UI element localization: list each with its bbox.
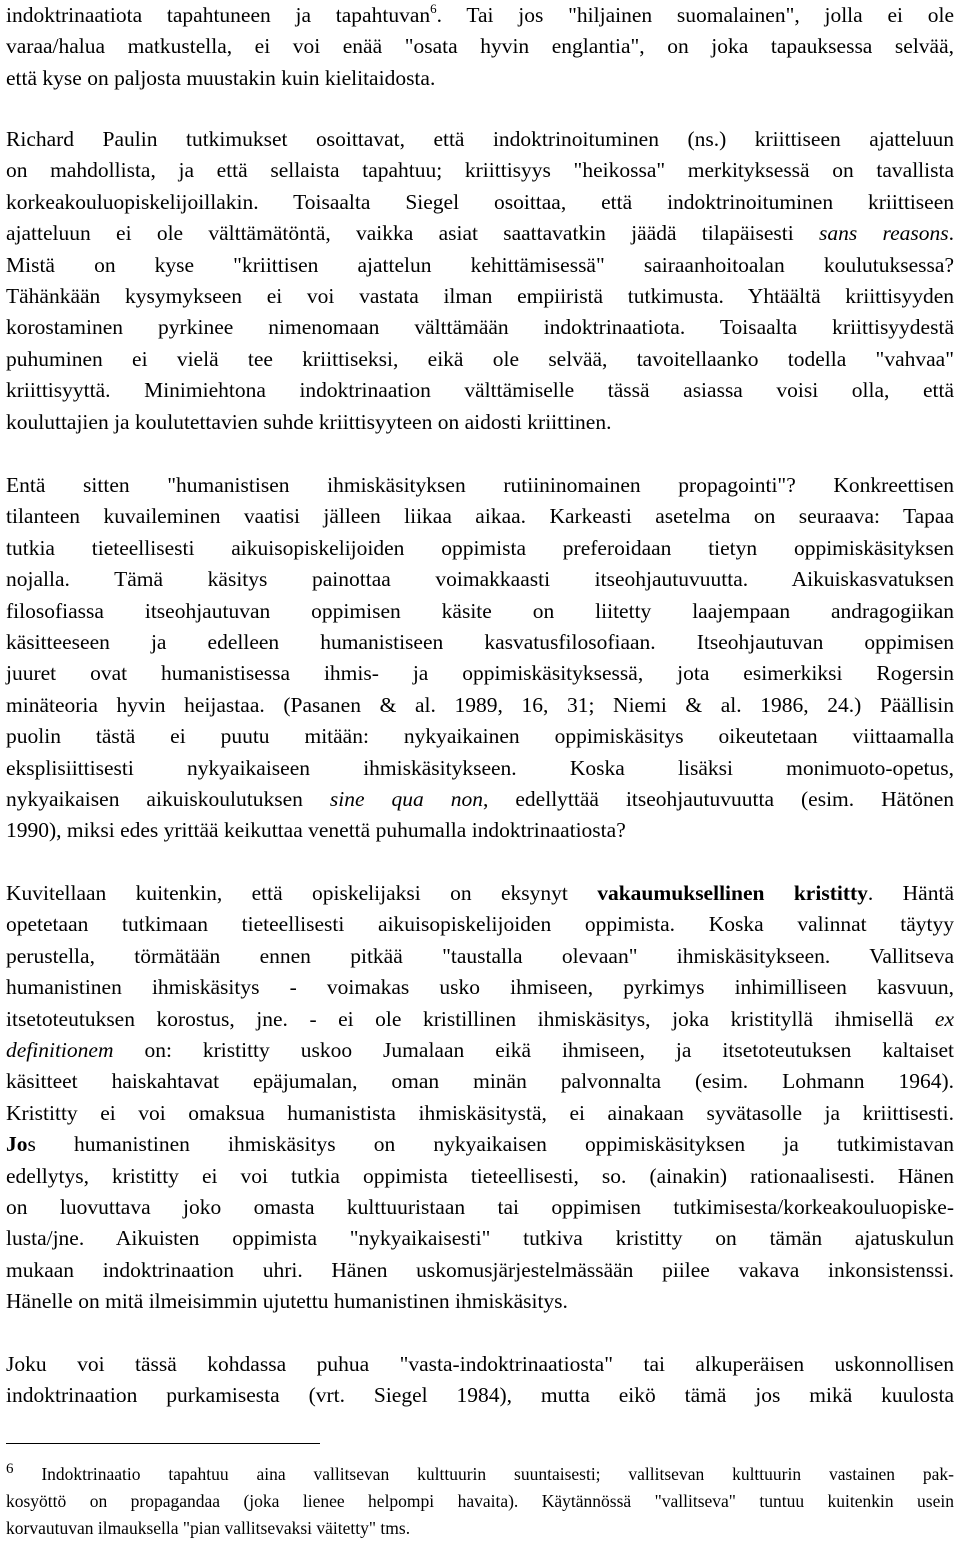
text-line: mukaan indoktrinaation uhri. Hänen uskomusjärjestelmässään piilee vakava inkonsistenssi. bbox=[6, 1257, 954, 1282]
text-line: opetetaan tutkimaan tieteellisesti aikuisopiskelijoiden oppimista. Koska valinnat täytyy bbox=[6, 912, 954, 937]
text-line: puhuminen ei vielä tee kriittiseksi, eikä ole selvää, tavoitellaanko todella "vahvaa" bbox=[6, 346, 954, 371]
italic-phrase: definitionem bbox=[6, 1038, 114, 1063]
text-line: nykyaikaisen aikuiskoulutuksen sine qua non, edellyttää itseohjautuvuutta (esim. Hätönen bbox=[6, 787, 954, 812]
bold-phrase: vakaumuksellinen kristitty bbox=[597, 881, 868, 905]
text-line: 1990), miksi edes yrittää keikuttaa venettä puhumalla indoktrinaatiosta? bbox=[6, 818, 626, 843]
text-line: definitionem on: kristitty uskoo Jumalaan eikä ihmiseen, ja itsetoteutuksen kaltaiset bbox=[6, 1038, 954, 1063]
footnote-separator bbox=[6, 1443, 320, 1444]
text-line: on mahdollista, ja että sellaista tapahtuu; kriittisyys "heikossa" merkityksessä on tavallista bbox=[6, 158, 954, 183]
text-line: käsitteet haiskahtavat epäjumalan, oman minän palvonnalta (esim. Lohmann 1964). bbox=[6, 1069, 954, 1094]
text-line: tilanteen kuvaileminen vaatisi jälleen liikaa aikaa. Karkeasti asetelma on seuraava: Tapaa bbox=[6, 504, 954, 529]
text-line: on luovuttava joko omasta kulttuuristaan tai oppimisen tutkimisesta/korkeakouluopiske- bbox=[6, 1195, 954, 1220]
paragraph-2 bbox=[6, 124, 954, 438]
text-line: Entä sitten "humanistisen ihmiskäsityksen rutiininomainen propagointi"? Konkreettisen bbox=[6, 473, 954, 497]
text-line: minäteoria hyvin heijastaa. (Pasanen & al. 1989, 16, 31; Niemi & al. 1986, 24.) Päällisin bbox=[6, 692, 954, 717]
italic-phrase: ex bbox=[934, 1006, 954, 1031]
text-line: kouluttajien ja koulutettavien suhde kriittisyyteen on aidosti kriittinen. bbox=[6, 409, 612, 434]
footnote-line: kosyöttö on propagandaa (joka lienee helpompi havaita). Käytännössä "vallitseva" tuntuu kuitenkin usein bbox=[6, 1491, 954, 1511]
paragraph-5 bbox=[6, 1349, 954, 1412]
text-line: että kyse on paljosta muustakin kuin kielitaidosta. bbox=[6, 65, 436, 90]
text-line: Mistä on kyse "kriittisen ajattelun kehittämisessä" sairaanhoitoalan koulutuksessa? bbox=[6, 252, 954, 277]
text-line: Jos humanistinen ihmiskäsitys on nykyaikaisen oppimiskäsityksen ja tutkimistavan bbox=[6, 1132, 954, 1157]
text-line: tutkia tieteellisesti aikuisopiskelijoiden oppimista preferoidaan tietyn oppimiskäsityksen bbox=[6, 535, 954, 560]
text-line: lusta/jne. Aikuisten oppimista "nykyaikaisesti" tutkiva kristitty on tämän ajatuskulun bbox=[6, 1226, 954, 1251]
paragraph-3 bbox=[6, 470, 954, 847]
italic-phrase: sans reasons bbox=[819, 221, 949, 246]
text-line: Kristitty ei voi omaksua humanistista ihmiskäsitystä, ei ainakaan syvätasolle ja kriittisesti. bbox=[6, 1100, 954, 1125]
text-line: eksplisiittisesti nykyaikaiseen ihmiskäsitykseen. Koska lisäksi monimuoto-opetus, bbox=[6, 755, 954, 780]
italic-phrase: sine qua non bbox=[329, 787, 484, 812]
text-line: Richard Paulin tutkimukset osoittavat, että indoktrinoituminen (ns.) kriittiseen ajatteluun bbox=[6, 127, 954, 151]
text-line: Tähänkään kysymykseen ei voi vastata ilman empiiristä tutkimusta. Yhtäältä kriittisyyden bbox=[6, 284, 954, 309]
text-line: juuret ovat humanistisessa ihmis- ja oppimiskäsityksessä, jota esimerkiksi Rogersin bbox=[6, 661, 954, 686]
footnote bbox=[6, 1461, 954, 1542]
text-line: varaa/halua matkustella, ei voi enää "osata hyvin englantia", on joka tapauksessa selvää, bbox=[6, 34, 954, 59]
text-line: puolin tästä ei puutu mitään: nykyaikainen oppimiskäsitys oikeutetaan viittaamalla bbox=[6, 724, 954, 749]
text-line: Kuvitellaan kuitenkin, että opiskelijaksi on eksynyt vakaumuksellinen kristitty. Häntä bbox=[6, 881, 954, 905]
paragraph-1 bbox=[6, 0, 954, 94]
text-line: käsitteeseen ja edelleen humanistiseen kasvatusfilosofiaan. Itseohjautuvan oppimisen bbox=[6, 630, 954, 655]
bold-phrase: Jo bbox=[6, 1132, 28, 1157]
footnote-line: $^6$ Indoktrinaatio tapahtuu aina vallitsevan kulttuurin suuntaisesti; vallitsevan kulttuurin vastainen pak- bbox=[6, 1461, 954, 1484]
footnote-number: 6 bbox=[6, 1461, 14, 1477]
text-line: perustella, törmätään ennen pitkää "taustalla olevaan" ihmiskäsitykseen. Vallitseva bbox=[6, 943, 954, 968]
text-line: indoktrinaation purkamisesta (vrt. Siegel 1984), mutta eikö tämä jos mikä kuulosta bbox=[6, 1383, 954, 1408]
text-line: Joku voi tässä kohdassa puhua "vasta-indoktrinaatiosta" tai alkuperäisen uskonnollisen bbox=[6, 1352, 954, 1376]
text-line: nojalla. Tämä käsitys painottaa voimakkaasti itseohjautuvuutta. Aikuiskasvatuksen bbox=[6, 567, 954, 592]
footnote-reference[interactable]: 6 bbox=[430, 1, 437, 16]
text-line: itsetoteutuksen korostus, jne. - ei ole kristillinen ihmiskäsitys, joka kristityllä ihmisellä ex bbox=[6, 1006, 954, 1031]
text-line: korostaminen pyrkinee nimenomaan välttämään indoktrinaatiota. Toisaalta kriittisyydestä bbox=[6, 315, 954, 340]
text-line: Hänelle on mitä ilmeisimmin ujutettu humanistinen ihmiskäsitys. bbox=[6, 1289, 568, 1314]
paragraph-4 bbox=[6, 878, 954, 1318]
text-line: kriittisyyttä. Minimiehtona indoktrinaation välttämiselle tässä asiassa voisi olla, että bbox=[6, 378, 954, 403]
text-line: filosofiassa itseohjautuvan oppimisen käsite on liitetty laajempaan andragogiikan bbox=[6, 598, 954, 623]
text-line: indoktrinaatiota tapahtuneen ja tapahtuvan$^6$. Tai jos "hiljainen suomalainen", jolla ei ole bbox=[6, 1, 954, 27]
text-line: korkeakouluopiskelijoillakin. Toisaalta Siegel osoittaa, että indoktrinoituminen kriittiseen bbox=[6, 189, 954, 214]
footnote-line: korvautuvan ilmauksella "pian vallitsevaksi väitetty" tms. bbox=[6, 1518, 411, 1538]
text-line: edellytys, kristitty ei voi tutkia oppimista tieteellisesti, so. (ainakin) rationaalisesti. Hänen bbox=[6, 1163, 954, 1188]
text-line: humanistinen ihmiskäsitys - voimakas usko ihmiseen, pyrkimys inhimilliseen kasvuun, bbox=[6, 975, 954, 1000]
text-line: ajatteluun ei ole välttämätöntä, vaikka asiat saattavatkin jäädä tilapäisesti sans reasons. bbox=[6, 221, 954, 246]
